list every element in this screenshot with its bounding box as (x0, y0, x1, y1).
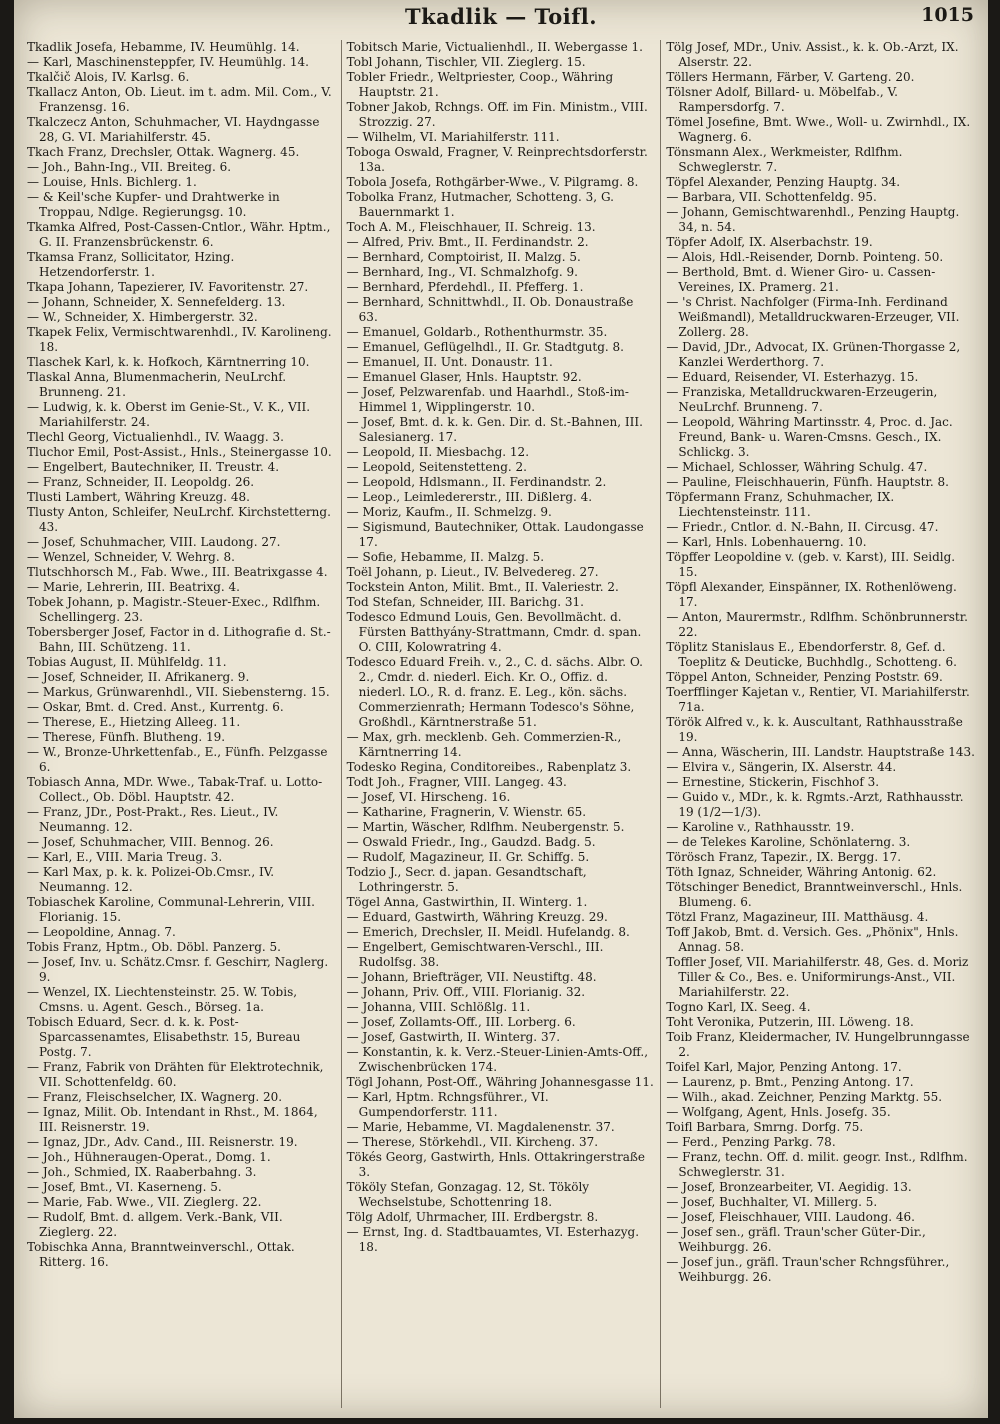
directory-entry: — Johann, Priv. Off., VIII. Florianig. 32. (346, 985, 586, 999)
directory-entry: Tlaskal Anna, Blumenmacherin, NeuLrchf. Brunneng. 21. (27, 370, 287, 399)
directory-entry: Tobiaschek Karoline, Communal-Lehrerin, VIII. Florianig. 15. (27, 895, 315, 924)
directory-entry: — Ernestine, Stickerin, Fischhof 3. (666, 775, 880, 789)
directory-entry: Töpffer Leopoldine v. (geb. v. Karst), III. Seidlg. 15. (666, 550, 956, 579)
directory-entry: Töpfermann Franz, Schuhmacher, IX. Liechtensteinstr. 111. (666, 490, 895, 519)
directory-entry: — Louise, Hnls. Bichlerg. 1. (27, 175, 197, 189)
directory-entry: Toerfflinger Kajetan v., Rentier, VI. Mariahilferstr. 71a. (666, 685, 970, 714)
directory-entry: Toib Franz, Kleidermacher, IV. Hungelbrunngasse 2. (666, 1030, 970, 1059)
directory-entry: Töpfl Alexander, Einspänner, IX. Rothenlöweng. 17. (666, 580, 957, 609)
directory-entry: Tobischka Anna, Branntweinverschl., Ottak. Ritterg. 16. (27, 1240, 295, 1269)
directory-entry: Tkalčič Alois, IV. Karlsg. 6. (27, 70, 190, 84)
directory-entry: — Anton, Maurermstr., Rdlfhm. Schönbrunnerstr. 22. (666, 610, 968, 639)
directory-entry: — 's Christ. Nachfolger (Firma-Inh. Ferdinand Weißmandl), Metalldruckwaren-Erzeuger, VII. Zollerg. 28. (666, 295, 960, 339)
directory-entry: — Johann, Schneider, X. Sennefelderg. 13. (27, 295, 286, 309)
directory-entry: — Leopoldine, Annag. 7. (27, 925, 176, 939)
directory-entry: — Therese, E., Hietzing Alleeg. 11. (27, 715, 241, 729)
directory-entry: Toffler Josef, VII. Mariahilferstr. 48, Ges. d. Moriz Tiller & Co., Bes. e. Uniformirungs-Anst., VII. Mariahilferstr. 22. (666, 955, 969, 999)
directory-entry: — Alois, Hdl.-Reisender, Dornb. Pointeng. 50. (666, 250, 944, 264)
directory-entry: — Josef, Gastwirth, II. Winterg. 37. (346, 1030, 561, 1044)
directory-entry: Tölg Josef, MDr., Univ. Assist., k. k. Ob.-Arzt, IX. Alserstr. 22. (666, 40, 959, 69)
directory-entry: Tlusti Lambert, Währing Kreuzg. 48. (27, 490, 250, 504)
directory-entry: — Josef, Bmt. d. k. k. Gen. Dir. d. St.-Bahnen, III. Salesianerg. 17. (346, 415, 643, 444)
directory-entry: Tobiasch Anna, MDr. Wwe., Tabak-Traf. u. Lotto-Collect., Ob. Döbl. Hauptstr. 42. (27, 775, 323, 804)
directory-entry: — W., Bronze-Uhrkettenfab., E., Fünfh. Pelzgasse 6. (27, 745, 328, 774)
directory-entry: — Karoline v., Rathhausstr. 19. (666, 820, 855, 834)
directory-entry: Toff Jakob, Bmt. d. Versich. Ges. „Phönix", Hnls. Annag. 58. (666, 925, 959, 954)
directory-entry: — Rudolf, Magazineur, II. Gr. Schiffg. 5. (346, 850, 590, 864)
directory-entry: Tobl Johann, Tischler, VII. Zieglerg. 15. (346, 55, 586, 69)
directory-page (14, 0, 988, 1418)
directory-entry: — Joh., Hühneraugen-Operat., Domg. 1. (27, 1150, 271, 1164)
directory-entry: Toifl Barbara, Smrng. Dorfg. 75. (666, 1120, 864, 1134)
directory-entry: — Ernst, Ing. d. Stadtbauamtes, VI. Esterhazyg. 18. (346, 1225, 640, 1254)
directory-entry: Tkalczecz Anton, Schuhmacher, VI. Haydngasse 28, G. VI. Mariahilferstr. 45. (27, 115, 320, 144)
directory-entry: — Karl, E., VIII. Maria Treug. 3. (27, 850, 223, 864)
directory-entry: — Wenzel, IX. Liechtensteinstr. 25. W. Tobis, Cmsns. u. Agent. Gesch., Börseg. 1a. (27, 985, 298, 1014)
directory-entry: Toboga Oswald, Fragner, V. Reinprechtsdorferstr. 13a. (346, 145, 648, 174)
directory-entry: Törösch Franz, Tapezir., IX. Bergg. 17. (666, 850, 902, 864)
directory-entry: — Marie, Lehrerin, III. Beatrixg. 4. (27, 580, 240, 594)
directory-entry: Tömel Josefine, Bmt. Wwe., Woll- u. Zwirnhdl., IX. Wagnerg. 6. (666, 115, 971, 144)
directory-entry: — Eduard, Gastwirth, Währing Kreuzg. 29. (346, 910, 608, 924)
column-2 (341, 40, 661, 1408)
column-1 (22, 40, 341, 1408)
directory-entry: Toch A. M., Fleischhauer, II. Schreig. 13. (346, 220, 596, 234)
directory-entry: Tobitsch Marie, Victualienhdl., II. Webergasse 1. (346, 40, 643, 54)
directory-entry: Tobner Jakob, Rchngs. Off. im Fin. Ministm., VIII. Strozzig. 27. (346, 100, 648, 129)
page-number: 1015 (921, 4, 974, 26)
directory-entry: — Max, grh. mecklenb. Geh. Commerzien-R., Kärntnerring 14. (346, 730, 622, 759)
directory-entry: — Karl, Hptm. Rchngsführer., VI. Gumpendorferstr. 111. (346, 1090, 549, 1119)
directory-entry: — Josef, Fleischhauer, VIII. Laudong. 46. (666, 1210, 915, 1224)
directory-entry: — Pauline, Fleischhauerin, Fünfh. Hauptstr. 8. (666, 475, 949, 489)
directory-entry: — Barbara, VII. Schottenfeldg. 95. (666, 190, 877, 204)
directory-entry: Tobersberger Josef, Factor in d. Lithografie d. St.-Bahn, III. Schützeng. 11. (27, 625, 331, 654)
directory-entry: — Leopold, Seitenstetteng. 2. (346, 460, 527, 474)
directory-entry: — Bernhard, Comptoirist, II. Malzg. 5. (346, 250, 581, 264)
directory-entry: — Josef, Buchhalter, VI. Millerg. 5. (666, 1195, 878, 1209)
directory-entry: — Leopold, II. Miesbachg. 12. (346, 445, 530, 459)
directory-entry: — Karl, Hnls. Lobenhauerng. 10. (666, 535, 867, 549)
directory-entry: — Wolfgang, Agent, Hnls. Josefg. 35. (666, 1105, 891, 1119)
directory-entry: Tobola Josefa, Rothgärber-Wwe., V. Pilgramg. 8. (346, 175, 639, 189)
directory-entry: Tkadlik Josefa, Hebamme, IV. Heumühlg. 14. (27, 40, 300, 54)
directory-entry: Todesco Eduard Freih. v., 2., C. d. sächs. Albr. O. 2., Cmdr. d. niederl. Eich. Kr. O., Offiz. d. niederl. LO., R. d. franz. E. Leg., kön. sächs. Commerzienrath; Hermann Todesco's Söhne, Großhdl., Kärntnerstraße 51. (346, 655, 643, 729)
directory-entry: — Engelbert, Bautechniker, II. Treustr. 4. (27, 460, 280, 474)
directory-entry: Tlechl Georg, Victualienhdl., IV. Waagg. 3. (27, 430, 284, 444)
directory-entry: Tökés Georg, Gastwirth, Hnls. Ottakringerstraße 3. (346, 1150, 646, 1179)
directory-entry: Tkamka Alfred, Post-Cassen-Cntlor., Währ. Hptm., G. II. Franzensbrückenstr. 6. (27, 220, 331, 249)
directory-entry: — Elvira v., Sängerin, IX. Alserstr. 44. (666, 760, 897, 774)
directory-entry: Tögel Anna, Gastwirthin, II. Winterg. 1. (346, 895, 588, 909)
directory-entry: Tluchor Emil, Post-Assist., Hnls., Steinergasse 10. (27, 445, 332, 459)
directory-entry: — Leop., Leimledererstr., III. Dißlerg. 4. (346, 490, 593, 504)
directory-entry: Tobler Friedr., Weltpriester, Coop., Währing Hauptstr. 21. (346, 70, 614, 99)
directory-entry: Tötzl Franz, Magazineur, III. Matthäusg. 4. (666, 910, 929, 924)
directory-entry: — Bernhard, Schnittwhdl., II. Ob. Donaustraße 63. (346, 295, 634, 324)
directory-entry: — Michael, Schlosser, Währing Schulg. 47. (666, 460, 928, 474)
directory-entry: — Wilhelm, VI. Mariahilferstr. 111. (346, 130, 560, 144)
directory-entry: — Johanna, VIII. Schlößlg. 11. (346, 1000, 531, 1014)
running-title: Tkadlik — Toifl. (404, 4, 598, 29)
directory-entry: — Franz, techn. Off. d. milit. geogr. Inst., Rdlfhm. Schweglerstr. 31. (666, 1150, 968, 1179)
directory-entry: — Bernhard, Ing., VI. Schmalzhofg. 9. (346, 265, 578, 279)
directory-entry: — Emanuel, Geflügelhdl., II. Gr. Stadtgutg. 8. (346, 340, 624, 354)
directory-entry: — Oskar, Bmt. d. Cred. Anst., Kurrentg. 6. (27, 700, 284, 714)
directory-entry: — Anna, Wäscherin, III. Landstr. Hauptstraße 143. (666, 745, 975, 759)
directory-entry: — Ferd., Penzing Parkg. 78. (666, 1135, 836, 1149)
directory-entry: — Engelbert, Gemischtwaren-Verschl., III. Rudolfsg. 38. (346, 940, 604, 969)
directory-entry: — Leopold, Hdlsmann., II. Ferdinandstr. 2. (346, 475, 607, 489)
directory-entry: Töpfel Alexander, Penzing Hauptg. 34. (666, 175, 901, 189)
directory-entry: Toël Johann, p. Lieut., IV. Belvedereg. 27. (346, 565, 599, 579)
directory-entry: — David, JDr., Advocat, IX. Grünen-Thorgasse 2, Kanzlei Werderthorg. 7. (666, 340, 961, 369)
directory-entry: Tkamsa Franz, Sollicitator, Hzing. Hetzendorferstr. 1. (27, 250, 235, 279)
directory-entry: Tkach Franz, Drechsler, Ottak. Wagnerg. 45. (27, 145, 300, 159)
page-header (14, 0, 988, 40)
directory-entry: Todesko Regina, Conditoreibes., Rabenplatz 3. (346, 760, 632, 774)
directory-entry: — Josef jun., gräfl. Traun'scher Rchngsführer., Weihburgg. 26. (666, 1255, 950, 1284)
directory-entry: Tkallacz Anton, Ob. Lieut. im t. adm. Mil. Com., V. Franzensg. 16. (27, 85, 332, 114)
directory-entry: — Ludwig, k. k. Oberst im Genie-St., V. K., VII. Mariahilferstr. 24. (27, 400, 311, 429)
directory-entry: — Rudolf, Bmt. d. allgem. Verk.-Bank, VII. Zieglerg. 22. (27, 1210, 283, 1239)
directory-entry: — Laurenz, p. Bmt., Penzing Antong. 17. (666, 1075, 914, 1089)
directory-entry: — Therese, Fünfh. Blutheng. 19. (27, 730, 226, 744)
directory-entry: — Marie, Hebamme, VI. Magdalenenstr. 37. (346, 1120, 615, 1134)
directory-entry: Töpfer Adolf, IX. Alserbachstr. 19. (666, 235, 873, 249)
directory-entry: — Emanuel Glaser, Hnls. Hauptstr. 92. (346, 370, 582, 384)
directory-entry: Toifel Karl, Major, Penzing Antong. 17. (666, 1060, 902, 1074)
directory-entry: Tölg Adolf, Uhrmacher, III. Erdbergstr. 8. (346, 1210, 599, 1224)
directory-entry: Tobolka Franz, Hutmacher, Schotteng. 3, G. Bauernmarkt 1. (346, 190, 614, 219)
directory-entry: — Johann, Briefträger, VII. Neustiftg. 48. (346, 970, 597, 984)
directory-entry: — Josef, Schuhmacher, VIII. Bennog. 26. (27, 835, 274, 849)
directory-entry: — Moriz, Kaufm., II. Schmelzg. 9. (346, 505, 552, 519)
directory-entry: — Josef, Inv. u. Schätz.Cmsr. f. Geschirr, Naglerg. 9. (27, 955, 329, 984)
directory-entry: — Friedr., Cntlor. d. N.-Bahn, II. Circusg. 47. (666, 520, 939, 534)
directory-entry: — de Telekes Karoline, Schönlaterng. 3. (666, 835, 911, 849)
directory-entry: Tököly Stefan, Gonzagag. 12, St. Tököly Wechselstube, Schottenring 18. (346, 1180, 590, 1209)
directory-entry: Tötschinger Benedict, Branntweinverschl., Hnls. Blumeng. 6. (666, 880, 963, 909)
directory-entry: Török Alfred v., k. k. Auscultant, Rathhausstraße 19. (666, 715, 963, 744)
directory-entry: — Emanuel, II. Unt. Donaustr. 11. (346, 355, 553, 369)
directory-entry: — Bernhard, Pferdehdl., II. Pfefferg. 1. (346, 280, 584, 294)
directory-entry: Tlaschek Karl, k. k. Hofkoch, Kärntnerring 10. (27, 355, 310, 369)
directory-entry: — Martin, Wäscher, Rdlfhm. Neubergenstr. 5. (346, 820, 625, 834)
directory-entry: Tobias August, II. Mühlfeldg. 11. (27, 655, 227, 669)
directory-entry: Toht Veronika, Putzerin, III. Löweng. 18. (666, 1015, 914, 1029)
directory-entry: — Franz, JDr., Post-Prakt., Res. Lieut., IV. Neumanng. 12. (27, 805, 279, 834)
directory-entry: Tobis Franz, Hptm., Ob. Döbl. Panzerg. 5. (27, 940, 281, 954)
directory-entry: — Wilh., akad. Zeichner, Penzing Marktg. 55. (666, 1090, 943, 1104)
directory-entry: — Sofie, Hebamme, II. Malzg. 5. (346, 550, 545, 564)
directory-entry: — Franz, Schneider, II. Leopoldg. 26. (27, 475, 255, 489)
directory-entry: — Sigismund, Bautechniker, Ottak. Laudongasse 17. (346, 520, 644, 549)
directory-entry: Togno Karl, IX. Seeg. 4. (666, 1000, 811, 1014)
directory-entry: — Ignaz, JDr., Adv. Cand., III. Reisnerstr. 19. (27, 1135, 298, 1149)
directory-entry: Tobisch Eduard, Secr. d. k. k. Post-Sparcassenamtes, Elisabethstr. 15, Bureau Postg. 7. (27, 1015, 301, 1059)
directory-entry: Tkapa Johann, Tapezierer, IV. Favoritenstr. 27. (27, 280, 309, 294)
directory-entry: — Alfred, Priv. Bmt., II. Ferdinandstr. 2. (346, 235, 589, 249)
directory-entry: Töplitz Stanislaus E., Ebendorferstr. 8, Gef. d. Toeplitz & Deuticke, Buchhdlg., Schotteng. 6. (666, 640, 957, 669)
directory-entry: Tod Stefan, Schneider, III. Barichg. 31. (346, 595, 584, 609)
directory-entry: — Franz, Fleischselcher, IX. Wagnerg. 20. (27, 1090, 283, 1104)
directory-entry: — & Keil'sche Kupfer- und Drahtwerke in Troppau, Ndlge. Regierungsg. 10. (27, 190, 280, 219)
directory-entry: — Katharine, Fragnerin, V. Wienstr. 65. (346, 805, 587, 819)
directory-entry: Töppel Anton, Schneider, Penzing Poststr. 69. (666, 670, 943, 684)
directory-entry: Töllers Hermann, Färber, V. Garteng. 20. (666, 70, 915, 84)
directory-entry: Tockstein Anton, Milit. Bmt., II. Valeriestr. 2. (346, 580, 619, 594)
directory-entry: — Joh., Bahn-Ing., VII. Breiteg. 6. (27, 160, 232, 174)
directory-entry: Tobek Johann, p. Magistr.-Steuer-Exec., Rdlfhm. Schellingerg. 23. (27, 595, 321, 624)
directory-entry: — Josef, Schuhmacher, VIII. Laudong. 27. (27, 535, 281, 549)
directory-entry: Tögl Johann, Post-Off., Währing Johannesgasse 11. (346, 1075, 654, 1089)
directory-entry: — Eduard, Reisender, VI. Esterhazyg. 15. (666, 370, 919, 384)
directory-entry: — Karl, Maschinensteppfer, IV. Heumühlg. 14. (27, 55, 309, 69)
directory-entry: — W., Schneider, X. Himbergerstr. 32. (27, 310, 258, 324)
directory-entry: Tlutschhorsch M., Fab. Wwe., III. Beatrixgasse 4. (27, 565, 328, 579)
directory-entry: — Josef, VI. Hirscheng. 16. (346, 790, 511, 804)
directory-entry: Tölsner Adolf, Billard- u. Möbelfab., V. Rampersdorfg. 7. (666, 85, 898, 114)
directory-entry: — Josef, Zollamts-Off., III. Lorberg. 6. (346, 1015, 576, 1029)
directory-entry: — Karl Max, p. k. k. Polizei-Ob.Cmsr., IV. Neumanng. 12. (27, 865, 275, 894)
directory-entry: — Ignaz, Milit. Ob. Intendant in Rhst., M. 1864, III. Reisnerstr. 19. (27, 1105, 318, 1134)
directory-entry: Tönsmann Alex., Werkmeister, Rdlfhm. Schweglerstr. 7. (666, 145, 903, 174)
directory-entry: — Emerich, Drechsler, II. Meidl. Hufelandg. 8. (346, 925, 630, 939)
directory-entry: — Josef, Pelzwarenfab. und Haarhdl., Stoß-im-Himmel 1, Wipplingerstr. 10. (346, 385, 629, 414)
directory-entry: — Johann, Gemischtwarenhdl., Penzing Hauptg. 34, n. 54. (666, 205, 960, 234)
directory-entry: — Franz, Fabrik von Drähten für Elektrotechnik, VII. Schottenfeldg. 60. (27, 1060, 324, 1089)
directory-entry: Todzio J., Secr. d. japan. Gesandtschaft, Lothringerstr. 5. (346, 865, 587, 894)
directory-entry: — Josef, Bmt., VI. Kaserneng. 5. (27, 1180, 222, 1194)
columns (22, 40, 980, 1408)
directory-entry: Tlusty Anton, Schleifer, NeuLrchf. Kirchstetterng. 43. (27, 505, 331, 534)
directory-entry: — Josef sen., gräfl. Traun'scher Güter-Dir., Weihburgg. 26. (666, 1225, 926, 1254)
column-3 (660, 40, 980, 1408)
directory-entry: — Wenzel, Schneider, V. Wehrg. 8. (27, 550, 235, 564)
directory-entry: — Josef, Schneider, II. Afrikanerg. 9. (27, 670, 250, 684)
directory-entry: — Leopold, Währing Martinsstr. 4, Proc. d. Jac. Freund, Bank- u. Waren-Cmsns. Gesch., IX. Schlickg. 3. (666, 415, 953, 459)
directory-entry: Töth Ignaz, Schneider, Währing Antonig. 62. (666, 865, 937, 879)
directory-entry: Todesco Edmund Louis, Gen. Bevollmächt. d. Fürsten Batthyány-Strattmann, Cmdr. d. span. O. CIII, Kolowratring 4. (346, 610, 642, 654)
directory-entry: — Franziska, Metalldruckwaren-Erzeugerin, NeuLrchf. Brunneng. 7. (666, 385, 938, 414)
directory-entry: — Marie, Fab. Wwe., VII. Zieglerg. 22. (27, 1195, 262, 1209)
directory-entry: — Joh., Schmied, IX. Raaberbahng. 3. (27, 1165, 257, 1179)
directory-entry: — Therese, Störkehdl., VII. Kircheng. 37. (346, 1135, 599, 1149)
directory-entry: — Oswald Friedr., Ing., Gaudzd. Badg. 5. (346, 835, 596, 849)
directory-entry: — Emanuel, Goldarb., Rothenthurmstr. 35. (346, 325, 608, 339)
directory-entry: Tkapek Felix, Vermischtwarenhdl., IV. Karolineng. 18. (27, 325, 332, 354)
directory-entry: — Markus, Grünwarenhdl., VII. Siebensterng. 15. (27, 685, 330, 699)
directory-entry: — Guido v., MDr., k. k. Rgmts.-Arzt, Rathhausstr. 19 (1/2—1/3). (666, 790, 964, 819)
directory-entry: Todt Joh., Fragner, VIII. Langeg. 43. (346, 775, 567, 789)
directory-entry: — Konstantin, k. k. Verz.-Steuer-Linien-Amts-Off., Zwischenbrücken 174. (346, 1045, 649, 1074)
directory-entry: — Josef, Bronzearbeiter, VI. Aegidig. 13. (666, 1180, 912, 1194)
directory-entry: — Berthold, Bmt. d. Wiener Giro- u. Cassen-Vereines, IX. Pramerg. 21. (666, 265, 936, 294)
